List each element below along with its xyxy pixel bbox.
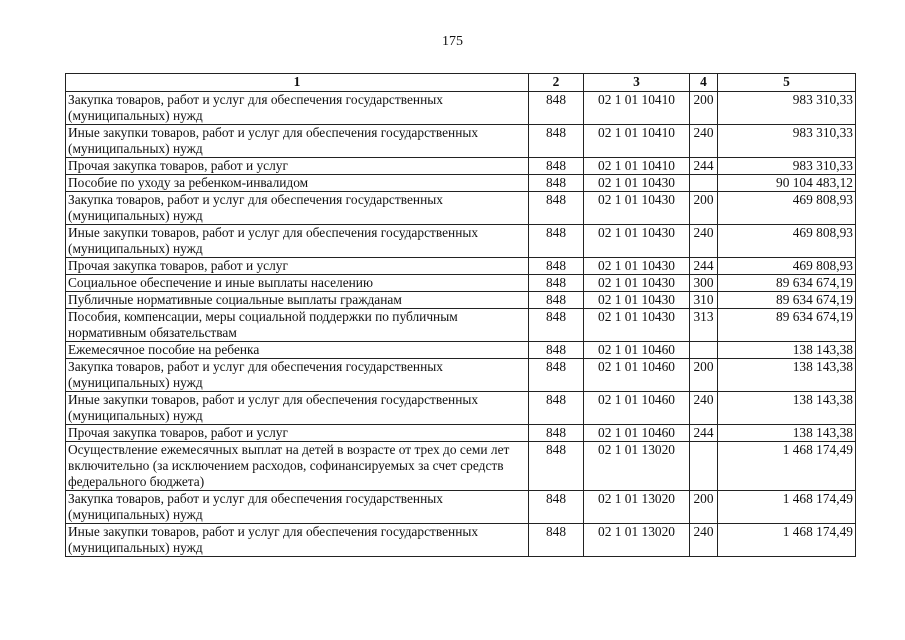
row-csr-cell: 02 1 01 10430 — [584, 258, 690, 275]
row-vr-cell: 244 — [690, 158, 718, 175]
row-ved-cell: 848 — [529, 342, 584, 359]
row-ved-cell: 848 — [529, 125, 584, 158]
row-name-cell: Иные закупки товаров, работ и услуг для обеспечения государственных (муниципальных) нужд — [66, 225, 529, 258]
row-vr-cell — [690, 342, 718, 359]
row-ved-cell: 848 — [529, 292, 584, 309]
row-name-cell: Иные закупки товаров, работ и услуг для обеспечения государственных (муниципальных) нужд — [66, 524, 529, 557]
row-name-cell: Пособия, компенсации, меры социальной поддержки по публичным нормативным обязательствам — [66, 309, 529, 342]
row-ved-cell: 848 — [529, 359, 584, 392]
row-ved-cell: 848 — [529, 309, 584, 342]
row-name-cell: Иные закупки товаров, работ и услуг для обеспечения государственных (муниципальных) нужд — [66, 125, 529, 158]
table-row — [66, 192, 856, 225]
table-row — [66, 125, 856, 158]
table-row — [66, 158, 856, 175]
table-row — [66, 359, 856, 392]
row-vr-cell: 240 — [690, 125, 718, 158]
row-sum-cell: 469 808,93 — [718, 225, 856, 258]
header-row — [66, 74, 856, 92]
table-row — [66, 524, 856, 557]
row-ved-cell: 848 — [529, 425, 584, 442]
row-vr-cell: 313 — [690, 309, 718, 342]
budget-table — [65, 73, 856, 557]
row-csr-cell: 02 1 01 13020 — [584, 491, 690, 524]
row-sum-cell: 89 634 674,19 — [718, 309, 856, 342]
table-body — [66, 92, 856, 557]
row-vr-cell — [690, 175, 718, 192]
row-sum-cell: 469 808,93 — [718, 258, 856, 275]
row-name-cell: Ежемесячное пособие на ребенка — [66, 342, 529, 359]
row-vr-cell: 240 — [690, 524, 718, 557]
row-vr-cell: 240 — [690, 225, 718, 258]
row-sum-cell: 138 143,38 — [718, 359, 856, 392]
row-name-cell: Осуществление ежемесячных выплат на детей в возрасте от трех до семи лет включительно (за исключением расходов, софинансируемых за счет средств федерального бюджета) — [66, 442, 529, 491]
row-csr-cell: 02 1 01 10430 — [584, 175, 690, 192]
table-row — [66, 275, 856, 292]
row-csr-cell: 02 1 01 13020 — [584, 524, 690, 557]
row-vr-cell: 200 — [690, 359, 718, 392]
row-name-cell: Иные закупки товаров, работ и услуг для обеспечения государственных (муниципальных) нужд — [66, 392, 529, 425]
row-sum-cell: 1 468 174,49 — [718, 442, 856, 491]
row-sum-cell: 90 104 483,12 — [718, 175, 856, 192]
table-row — [66, 292, 856, 309]
row-vr-cell: 244 — [690, 425, 718, 442]
row-ved-cell: 848 — [529, 442, 584, 491]
header-cell-5: 5 — [718, 74, 856, 92]
row-csr-cell: 02 1 01 10460 — [584, 425, 690, 442]
row-sum-cell: 983 310,33 — [718, 158, 856, 175]
table-row — [66, 309, 856, 342]
header-cell-2: 2 — [529, 74, 584, 92]
row-ved-cell: 848 — [529, 158, 584, 175]
row-sum-cell: 138 143,38 — [718, 342, 856, 359]
row-sum-cell: 1 468 174,49 — [718, 491, 856, 524]
table-row — [66, 491, 856, 524]
row-ved-cell: 848 — [529, 275, 584, 292]
row-sum-cell: 1 468 174,49 — [718, 524, 856, 557]
row-vr-cell: 310 — [690, 292, 718, 309]
row-ved-cell: 848 — [529, 392, 584, 425]
page-number: 175 — [442, 34, 463, 49]
row-csr-cell: 02 1 01 10430 — [584, 275, 690, 292]
row-ved-cell: 848 — [529, 92, 584, 125]
row-csr-cell: 02 1 01 10430 — [584, 309, 690, 342]
row-name-cell: Закупка товаров, работ и услуг для обеспечения государственных (муниципальных) нужд — [66, 491, 529, 524]
row-ved-cell: 848 — [529, 225, 584, 258]
row-csr-cell: 02 1 01 10460 — [584, 342, 690, 359]
row-vr-cell: 300 — [690, 275, 718, 292]
row-ved-cell: 848 — [529, 258, 584, 275]
row-name-cell: Закупка товаров, работ и услуг для обеспечения государственных (муниципальных) нужд — [66, 192, 529, 225]
row-vr-cell: 240 — [690, 392, 718, 425]
row-sum-cell: 89 634 674,19 — [718, 275, 856, 292]
table-row — [66, 425, 856, 442]
row-ved-cell: 848 — [529, 524, 584, 557]
row-csr-cell: 02 1 01 10460 — [584, 392, 690, 425]
row-name-cell: Прочая закупка товаров, работ и услуг — [66, 258, 529, 275]
row-csr-cell: 02 1 01 13020 — [584, 442, 690, 491]
row-sum-cell: 983 310,33 — [718, 125, 856, 158]
row-ved-cell: 848 — [529, 175, 584, 192]
row-sum-cell: 469 808,93 — [718, 192, 856, 225]
row-csr-cell: 02 1 01 10430 — [584, 292, 690, 309]
row-sum-cell: 138 143,38 — [718, 425, 856, 442]
row-csr-cell: 02 1 01 10460 — [584, 359, 690, 392]
row-ved-cell: 848 — [529, 491, 584, 524]
row-vr-cell — [690, 442, 718, 491]
row-name-cell: Закупка товаров, работ и услуг для обеспечения государственных (муниципальных) нужд — [66, 359, 529, 392]
row-vr-cell: 244 — [690, 258, 718, 275]
row-vr-cell: 200 — [690, 92, 718, 125]
row-csr-cell: 02 1 01 10410 — [584, 92, 690, 125]
row-name-cell: Публичные нормативные социальные выплаты гражданам — [66, 292, 529, 309]
row-csr-cell: 02 1 01 10410 — [584, 158, 690, 175]
row-name-cell: Прочая закупка товаров, работ и услуг — [66, 158, 529, 175]
header-cell-4: 4 — [690, 74, 718, 92]
row-csr-cell: 02 1 01 10410 — [584, 125, 690, 158]
row-name-cell: Прочая закупка товаров, работ и услуг — [66, 425, 529, 442]
row-sum-cell: 138 143,38 — [718, 392, 856, 425]
header-cell-3: 3 — [584, 74, 690, 92]
row-ved-cell: 848 — [529, 192, 584, 225]
table-row — [66, 175, 856, 192]
row-csr-cell: 02 1 01 10430 — [584, 192, 690, 225]
row-sum-cell: 89 634 674,19 — [718, 292, 856, 309]
row-csr-cell: 02 1 01 10430 — [584, 225, 690, 258]
table-row — [66, 392, 856, 425]
row-name-cell: Закупка товаров, работ и услуг для обеспечения государственных (муниципальных) нужд — [66, 92, 529, 125]
table-row — [66, 342, 856, 359]
table-row — [66, 258, 856, 275]
header-cell-1: 1 — [66, 74, 529, 92]
table-row — [66, 92, 856, 125]
row-name-cell: Пособие по уходу за ребенком-инвалидом — [66, 175, 529, 192]
row-name-cell: Социальное обеспечение и иные выплаты населению — [66, 275, 529, 292]
table-row — [66, 442, 856, 491]
row-sum-cell: 983 310,33 — [718, 92, 856, 125]
row-vr-cell: 200 — [690, 192, 718, 225]
row-vr-cell: 200 — [690, 491, 718, 524]
table-row — [66, 225, 856, 258]
